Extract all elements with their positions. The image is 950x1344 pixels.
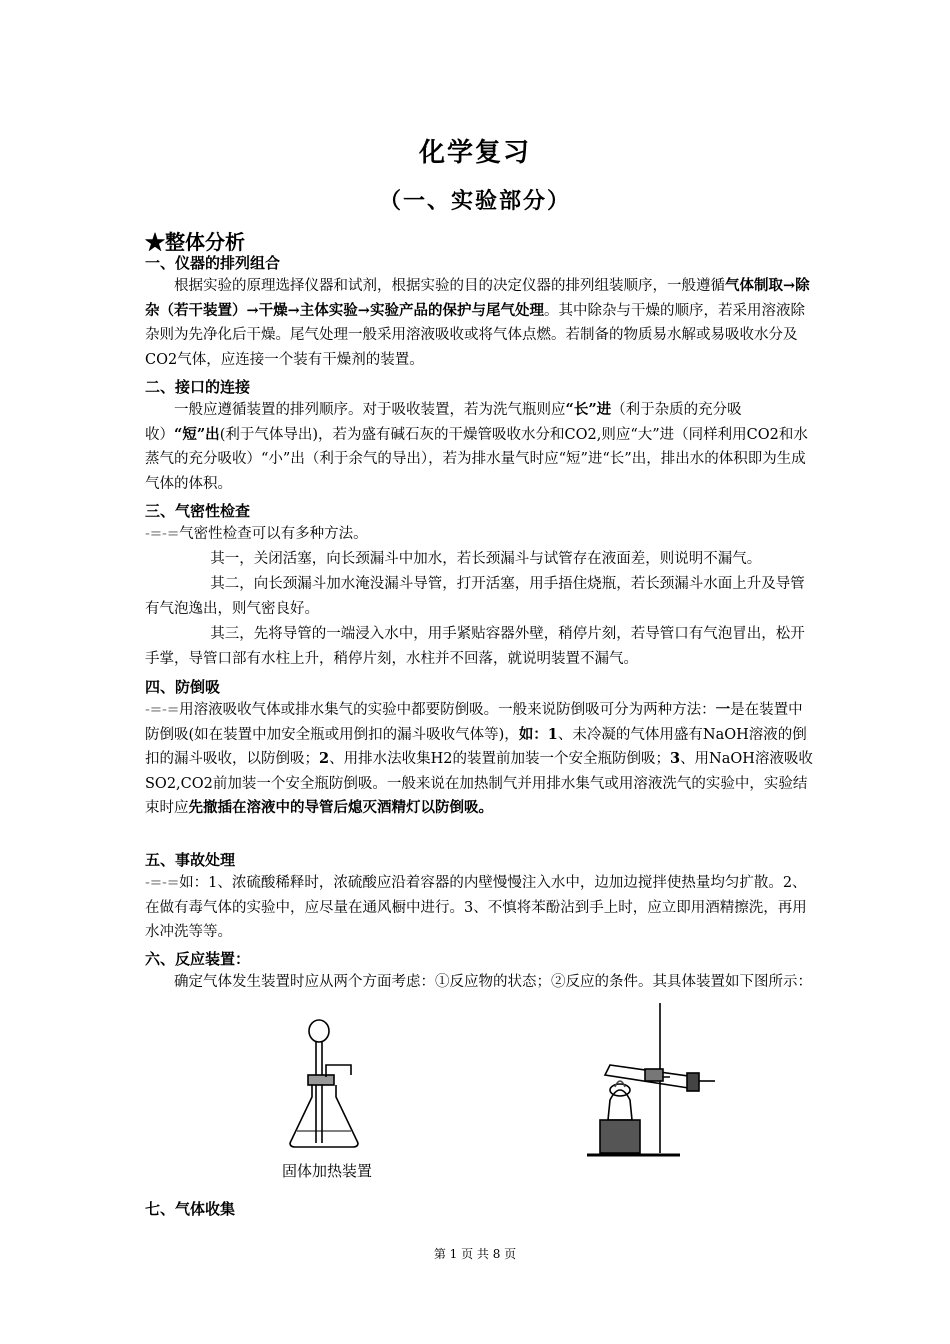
text-run: 如：1、浓硫酸稀释时，浓硫酸应沿着容器的内壁慢慢注入水中，边加边搅拌使热量均匀扩散。2、在做有毒气体的实验中，应尽量在通风橱中进行。3、不慎将苯酚沾到手上时，应立即用酒精擦洗，再用水冲洗等等。 — [145, 875, 807, 941]
section-1-heading: 一、仪器的排列组合 — [145, 254, 281, 272]
section-2-heading: 二、接口的连接 — [145, 378, 251, 396]
text-run: 、用NaOH溶液吸收SO2,CO2前加装一个安全瓶防倒吸。一般来说在加热制气并用排水集气或用溶液洗气的实验中，实验结束时应 — [145, 751, 813, 817]
bullet-mark: -=-= — [145, 875, 180, 891]
section-6-paragraph: 确定气体发生装置时应从两个方面考虑：①反应物的状态；②反应的条件。其具体装置如下图所示： — [174, 974, 812, 990]
text-run: 气密性检查可以有多种方法。 — [179, 526, 368, 542]
section-2-paragraph — [145, 398, 815, 496]
section-1-paragraph — [145, 274, 815, 372]
bold-run: 如：1 — [518, 725, 558, 743]
text-run: 是在装置中防倒吸(如在装置中加安全瓶或用倒扣的漏斗吸收气体等)， — [145, 702, 803, 743]
bold-run: 先撤插在溶液中的导管后熄灭酒精灯以防倒吸。 — [188, 799, 493, 817]
solid-heating-apparatus-figure — [585, 995, 720, 1160]
text-run: （利于杂质的充分吸收） — [145, 402, 742, 443]
section-4-heading: 四、防倒吸 — [145, 678, 221, 696]
overview-heading: ★整体分析 — [145, 230, 245, 254]
section-4-paragraph — [145, 698, 815, 821]
bold-run: “长”进 — [565, 401, 612, 418]
section-3-heading: 三、气密性检查 — [145, 502, 251, 520]
text-run: 。其中除杂与干燥的顺序，若采用溶液除杂则为先净化后干燥。尾气处理一般采用溶液吸收或将气体点燃。若制备的物质易水解或易吸收水分及CO2气体，应连接一个装有干燥剂的装置。 — [145, 302, 805, 368]
text-run: (利于气体导出)，若为盛有碱石灰的干燥管吸收水分和CO2,则应“大”进（同样利用CO2和水蒸气的充分吸收）“小”出（利于余气的导出），若为排水量气时应“短”进“长”出，排出水的体积即为生成气体的体积。 — [145, 426, 808, 492]
section-7-heading: 七、气体收集 — [145, 1200, 236, 1218]
page-subtitle: （一、实验部分） — [378, 188, 571, 214]
page-footer: 第 1 页 共 8 页 — [433, 1247, 517, 1261]
figure-caption: 固体加热装置 — [282, 1162, 373, 1180]
bold-run: 3 — [669, 750, 681, 768]
bullet-mark: -=-= — [145, 526, 180, 542]
page-title: 化学复习 — [418, 138, 531, 168]
method-1: 其一，关闭活塞，向长颈漏斗中加水，若长颈漏斗与试管存在液面差，则说明不漏气。 — [210, 551, 762, 567]
section-3-intro — [145, 522, 815, 547]
bold-run: 气体制取→除杂（若干装置）→干燥→主体实验→实验产品的保护与尾气处理 — [145, 277, 810, 319]
flask-apparatus-figure — [285, 1015, 375, 1160]
text-run: 、未冷凝的气体用盛有NaOH溶液的倒扣的漏斗吸收，以防倒吸； — [145, 726, 807, 768]
text-run: 一般应遵循装置的排列顺序。对于吸收装置，若为洗气瓶则应 — [174, 402, 566, 418]
bold-run: 2 — [319, 750, 330, 768]
text-run: 、用排水法收集H2的装置前加装一个安全瓶防倒吸； — [329, 751, 670, 768]
section-5-heading: 五、事故处理 — [145, 851, 236, 869]
bullet-mark: -=-= — [145, 702, 180, 718]
bold-run: “短”出 — [174, 425, 220, 443]
text-run: 根据实验的原理选择仪器和试剂，根据实验的目的决定仪器的排列组装顺序，一般遵循 — [174, 278, 725, 294]
method-2: 其二，向长颈漏斗加水淹没漏斗导管，打开活塞，用手捂住烧瓶，若长颈漏斗水面上升及导管有气泡逸出，则气密良好。 — [145, 576, 805, 617]
section-6-heading: 六、反应装置： — [145, 950, 251, 968]
section-5-paragraph — [145, 871, 815, 945]
text-run: 用溶液吸收气体或排水集气的实验中都要防倒吸。一般来说防倒吸可分为两种方法： — [179, 702, 716, 718]
bold-run: 一 — [715, 701, 731, 718]
method-3: 其三，先将导管的一端浸入水中，用手紧贴容器外壁，稍停片刻，若导管口有气泡冒出，松开手掌，导管口部有水柱上升，稍停片刻，水柱并不回落，就说明装置不漏气。 — [145, 626, 805, 667]
